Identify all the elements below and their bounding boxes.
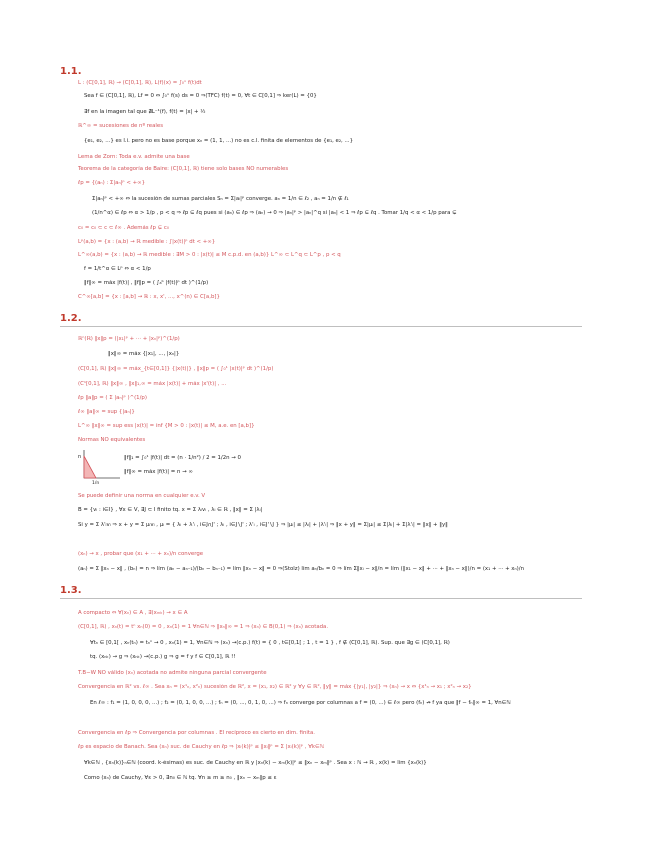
s11-line-10: (1/n^α) ∈ ℓp ⇔ α > 1/p , p < q ⇒ ℓp ⊆ ℓq pues si (aₙ) ∈ ℓp ⇒ (aₙ) → 0 ⇒ |aₙ|ᵖ > |aₙ|^q si |aₙ| < 1 ⇒ ℓp ⊆ ℓq . Tomar 1/q < α < 1/p para ⊊ [92, 210, 457, 216]
s12-line-9: ‖f‖₁ = ∫₀¹ |f(t)| dt = (n · 1/n²) / 2 = 1/2n → 0 [124, 455, 241, 461]
s13-line-9: ℓp es espacio de Banach. Sea (xₙ) suc. de Cauchy en ℓp ⇒ |xᵢ(k)|ᵖ ≤ ‖xᵢ‖ᵖ = Σ |xᵢ(k)|ᵖ , ∀k∈ℕ [78, 744, 325, 750]
s12-line-8: Normas NO equivalentes [78, 437, 146, 443]
s11-line-4: ℝ^∞ = sucesiones de nº reales [78, 123, 164, 129]
s12-line-6: ℓ∞ ‖a‖∞ = sup {|aₙ|} [78, 409, 135, 415]
sketch-triangle [84, 456, 96, 478]
s12-line-12: B = {vᵢ : i∈I} , ∀x ∈ V, ∃J ⊂ I finito tq. x = Σ λᵢvᵢ , λᵢ ∈ ℝ , ‖x‖ = Σ |λᵢ| [78, 507, 263, 513]
s12-line-15: (aₙ) = Σ ‖xₙ − x‖ , (bₙ) = n ⇒ lím (aₙ − aₙ₋₁)/(bₙ − bₙ₋₁) = lím ‖xₙ − x‖ = 0 ⇒(Stolz) lím aₙ/bₙ = 0 ⇒ lím Σ‖xᵢ − x‖/n = lím (‖x₁ − x‖ + ··· + ‖xₙ − x‖)/n = (x₁ + ··· + xₙ)/n [78, 566, 524, 572]
s12-line-4: (C¹[0,1], ℝ) ‖x‖∞ , ‖x‖₁,∞ = máx |x(t)| + máx |x'(t)| , ... [78, 381, 227, 387]
s11-line-2: Sea f ∈ (C[0,1], ℝ), Lf = 0 ⇔ ∫₀ˣ f(s) ds = 0 ⇒(TFC) f(t) = 0, ∀t ∈ C[0,1] ⇒ ker(L) = {0} [84, 93, 317, 99]
section-divider-1-2 [60, 326, 582, 327]
s11-line-9: Σ|aₙ|ᵖ < +∞ ⇔ la sucesión de sumas parciales Sₙ = Σ|aᵢ|ᵖ converge. aₙ = 1/n ∈ ℓ₂ , aₙ = 1/n ∉ ℓ₁ [92, 196, 349, 202]
s13-line-10: ∀k∈ℕ , {xₙ(k)}ₙ∈ℕ (coord. k-ésimas) es suc. de Cauchy en ℝ y |xₙ(k) − xₘ(k)|ᵖ ≤ ‖xₙ − xₘ‖ᵖ . Sea x : ℕ → ℝ , x(k) = lím {xₙ(k)} [84, 760, 427, 766]
s11-line-7: Teorema de la categoría de Baire: (C[0,1], ℝ) tiene solo bases NO numerables [78, 166, 289, 172]
s13-line-4: tq. (xₙₖ) → g ⇒ (xₙₖ) →(c.p.) g ⇒ g = f y f ∈ C[0,1], ℝ !! [90, 654, 236, 660]
s12-line-14: (xₙ) → x , probar que (x₁ + ··· + xₙ)/n converge [78, 551, 204, 557]
s11-line-3: ∃f en la imagen tal que ∄L⁻¹(f), f(t) = |x| + ½ [84, 109, 206, 115]
s12-line-3: (C[0,1], ℝ) ‖x‖∞ = máx_{t∈[0,1]} {|x(t)|} , ‖x‖p = ( ∫₀¹ |x(t)|ᵖ dt )^(1/p) [78, 366, 274, 372]
s12-line-1: ℝⁿ(ℝ) ‖x‖p = (|x₁|ᵖ + ··· + |xₙ|ᵖ)^(1/p) [78, 336, 180, 342]
section-title-1-2: 1.2. [60, 313, 82, 324]
s11-line-1: L : (C[0,1], ℝ) → (C[0,1], ℝ), L(f)(x) = ∫₀ˣ f(t)dt [78, 80, 202, 86]
s13-line-6: Convergencia en ℝ² vs. ℓ∞ . Sea xₙ = (x¹ₙ, x²ₙ) sucesión de ℝ², x = (x₁, x₂) ∈ ℝ² y ∀y ∈ ℝ², ‖y‖ = máx {|y₁|, |y₂|} ⇒ (xₙ) → x ⇔ {x¹ₙ → x₁ ; x²ₙ → x₂} [78, 684, 472, 690]
s12-line-11: Se puede definir una norma en cualquier e.v. V [78, 493, 206, 499]
sketch-x-tick: 1/n [92, 481, 100, 484]
s12-line-5: ℓp ‖a‖p = ( Σ |aₙ|ᵖ )^(1/p) [78, 395, 147, 401]
s11-line-14: f = 1/t^α ∈ Lᵖ ⇔ α < 1/p [84, 266, 151, 272]
section-title-1-1: 1.1. [60, 66, 82, 77]
s13-line-7: En ℓ∞ : f₁ = (1, 0, 0, 0, ...) ; f₂ = (0, 1, 0, 0, ...) ; fₙ = (0, ..., 0, 1, 0, ...) ⇒ fₙ converge por columnas a f = (0, ...) ∈ ℓ∞ pero (fₙ) ↛ f ya que ‖f − fₙ‖∞ = 1, ∀n∈ℕ [90, 700, 511, 706]
s11-line-5-text: {e₁, e₂, ...} es l.i. pero no es base porque xₙ = (1, 1, ...) no es c.l. finita de elementos de {e₁, e₂, ...} [84, 138, 354, 144]
s12-line-2: ‖x‖∞ = máx {|x₁|, ..., |xₙ|} [108, 351, 180, 357]
s11-line-6: Lema de Zorn: Toda e.v. admite una base [78, 154, 190, 160]
s11-line-13: L^∞(a,b) = {x : (a,b) → ℝ medible : ∃M > 0 : |x(t)| ≤ M c.p.d. en (a,b)} L^∞ ⊂ L^q ⊂ L^p , p < q [78, 252, 341, 258]
s13-line-1: A compacto ⇔ ∀(xₙ) ∈ A , ∃(xₘₖ) → x ∈ A [78, 610, 188, 616]
s11-line-11: c₀ = c₀ ⊂ c ⊂ ℓ∞ . Además ℓp ⊊ c₀ [78, 225, 170, 231]
s11-line-12: Lᵖ(a,b) = {x : (a,b) → ℝ medible : ∫|x(t)|ᵖ dt < +∞} [78, 239, 216, 245]
section-title-1-3: 1.3. [60, 585, 82, 596]
s11-line-8: ℓp = {(aₙ) : Σ|aₙ|ᵖ < +∞} [78, 180, 146, 186]
s11-line-16: C^∞[a,b] = {x : [a,b] → ℝ : x, x', ..., x^(n) ∈ C[a,b]} [78, 294, 220, 300]
s13-line-5: T.B−W NO válido (xₙ) acotada no admite ninguna parcial convergente [78, 670, 267, 676]
sketch-y-tick: n [78, 454, 82, 460]
s12-line-7: L^∞ ‖x‖∞ = sup ess |x(t)| = ínf {M > 0 : |x(t)| ≤ M, a.e. en [a,b]} [78, 423, 255, 429]
s13-line-11: Como (xₙ) de Cauchy, ∀ε > 0, ∃n₀ ∈ ℕ tq. ∀n ≥ m ≥ n₀ , ‖xₙ − xₘ‖p ≤ ε [84, 775, 277, 781]
s12-line-10: ‖f‖∞ = máx |f(t)| = n → ∞ [124, 469, 193, 475]
s13-line-8: Convergencia en ℓp ⇒ Convergencia por columnas . El recíproco es cierto en dim. finita. [78, 730, 315, 736]
s12-line-13: Si y = Σ λ'ᵢvᵢ ⇒ x + y = Σ μᵢvᵢ , μᵢ = { λᵢ + λ'ᵢ , i∈J∩J' ; λᵢ , i∈J∖J' ; λ'ᵢ , i∈J'∖J } ⇒ |μᵢ| ≤ |λᵢ| + |λ'ᵢ| ⇒ ‖x + y‖ = Σ|μᵢ| ≤ Σ|λᵢ| + Σ|λ'ᵢ| = ‖x‖ + ‖y‖ [78, 522, 448, 528]
s11-line-15: ‖f‖∞ = máx |f(t)| , ‖f‖p = ( ∫ₐᵇ |f(t)|ᵖ dt )^(1/p) [84, 280, 209, 286]
s13-line-2: (C[0,1], ℝ) , xₙ(t) = tⁿ xₙ(0) = 0 , xₙ(1) = 1 ∀n∈ℕ ⇒ ‖xₙ‖∞ = 1 ⇒ (xₙ) ∈ B̄(0,1) ⇒ (xₙ) acotada. [78, 624, 329, 630]
section-divider-1-3 [60, 598, 582, 599]
triangle-sketch [78, 448, 122, 484]
s11-line-5 [84, 138, 590, 144]
s13-line-3: ∀tₙ ∈ [0,1[ , xₙ(tₙ) = tₙⁿ → 0 , xₙ(1) = 1, ∀n∈ℕ ⇒ (xₙ) →(c.p.) f(t) = { 0 , t∈[0,1[ ; 1 , t = 1 } , f ∉ (C[0,1], ℝ). Sup. que ∃g ∈ (C[0,1], ℝ) [90, 640, 450, 646]
